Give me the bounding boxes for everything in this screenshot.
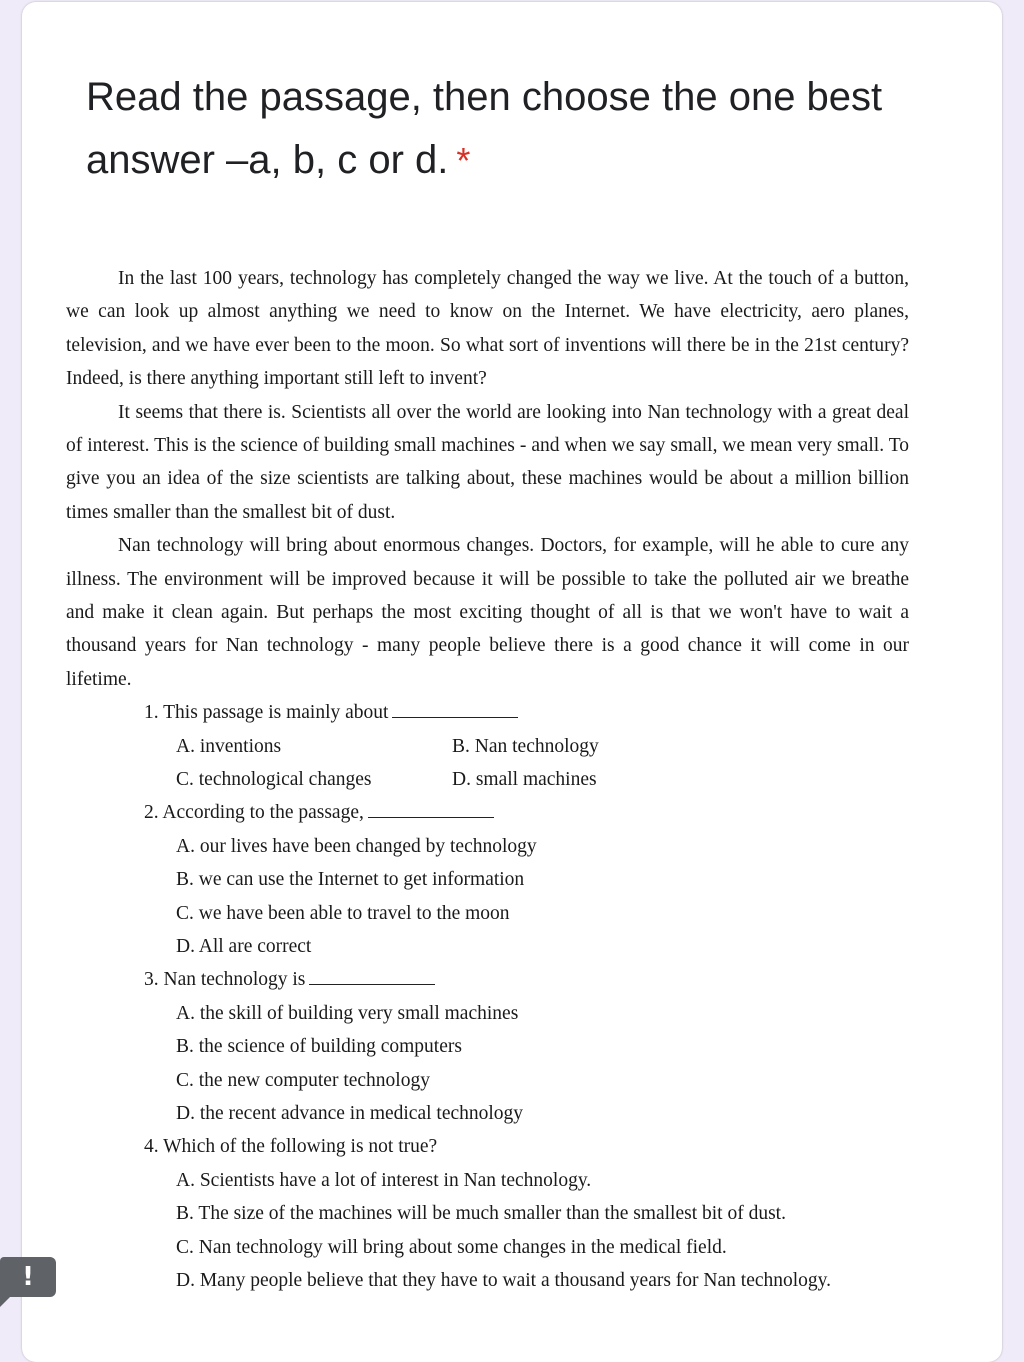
question-4-option-a: A. Scientists have a lot of interest in Nan technology. — [176, 1169, 592, 1191]
passage-paragraph-1: In the last 100 years, technology has completely changed the way we live. At the touch of a button, we can look up almost anything we need to know on the Internet. We have electricity, aero planes, television, and we have ever been to the moon. So what sort of inventions will there be in the 21st century? Indeed, is there anything important still left to invent? — [66, 268, 909, 390]
question-1 — [144, 696, 909, 796]
question-2-stem-text: 2. According to the passage, — [144, 802, 364, 824]
question-4-option-b: B. The size of the machines will be much smaller than the smallest bit of dust. — [176, 1203, 786, 1225]
question-3-option-a: A. the skill of building very small machines — [176, 1002, 519, 1024]
question-3-stem — [144, 963, 909, 996]
question-title-text: Read the passage, then choose the one best answer –a, b, c or d. — [86, 75, 883, 182]
question-1-option-b: B. Nan technology — [452, 735, 599, 757]
answer-blank — [309, 964, 435, 985]
question-3-option-d: D. the recent advance in medical technology — [176, 1102, 524, 1124]
question-3 — [144, 963, 909, 1130]
answer-blank — [392, 697, 518, 718]
question-2-option-b: B. we can use the Internet to get information — [176, 869, 525, 891]
question-1-option-d: D. small machines — [452, 769, 597, 791]
question-3-stem-text: 3. Nan technology is — [144, 969, 306, 991]
question-1-option-c: C. technological changes — [176, 769, 372, 791]
question-1-options-row-1 — [144, 730, 909, 763]
required-asterisk: * — [456, 140, 471, 181]
question-1-stem — [144, 696, 909, 729]
question-2-option-c: C. we have been able to travel to the moon — [176, 902, 510, 924]
answer-blank — [368, 797, 494, 818]
passage-paragraph-2: It seems that there is. Scientists all over the world are looking into Nan technology with a great deal of interest. This is the science of building small machines - and when we say small, we mean very small. To give you an idea of the size scientists are talking about, these machines would be about a million billion times smaller than the smallest bit of dust. — [66, 401, 909, 523]
question-4-option-d: D. Many people believe that they have to wait a thousand years for Nan technology. — [176, 1269, 832, 1291]
question-image-passage — [66, 262, 909, 1297]
question-1-options-row-2 — [144, 763, 909, 796]
passage-paragraph-3: Nan technology will bring about enormous changes. Doctors, for example, will he able to cure any illness. The environment will be improved because it will be possible to take the polluted air we breathe and make it clean again. But perhaps the most exciting thought of all is that we won't have to wait a thousand years for Nan technology - many people believe there is a good chance it will come in our lifetime. — [66, 535, 909, 690]
question-3-option-b: B. the science of building computers — [176, 1036, 462, 1058]
question-1-stem-text: 1. This passage is mainly about — [144, 702, 389, 724]
question-list — [144, 696, 909, 1297]
question-3-option-c: C. the new computer technology — [176, 1069, 430, 1091]
question-4 — [144, 1130, 909, 1297]
question-4-stem: 4. Which of the following is not true? — [144, 1136, 438, 1158]
question-2 — [144, 796, 909, 963]
question-1-option-a: A. inventions — [176, 735, 282, 757]
question-2-option-a: A. our lives have been changed by technology — [176, 835, 537, 857]
question-2-stem — [144, 796, 909, 829]
question-2-option-d: D. All are correct — [176, 936, 312, 958]
question-title — [86, 66, 906, 192]
exclamation-alert-button[interactable] — [0, 1257, 56, 1297]
question-4-option-c: C. Nan technology will bring about some changes in the medical field. — [176, 1236, 727, 1258]
exclamation-icon: ! — [22, 1262, 34, 1292]
